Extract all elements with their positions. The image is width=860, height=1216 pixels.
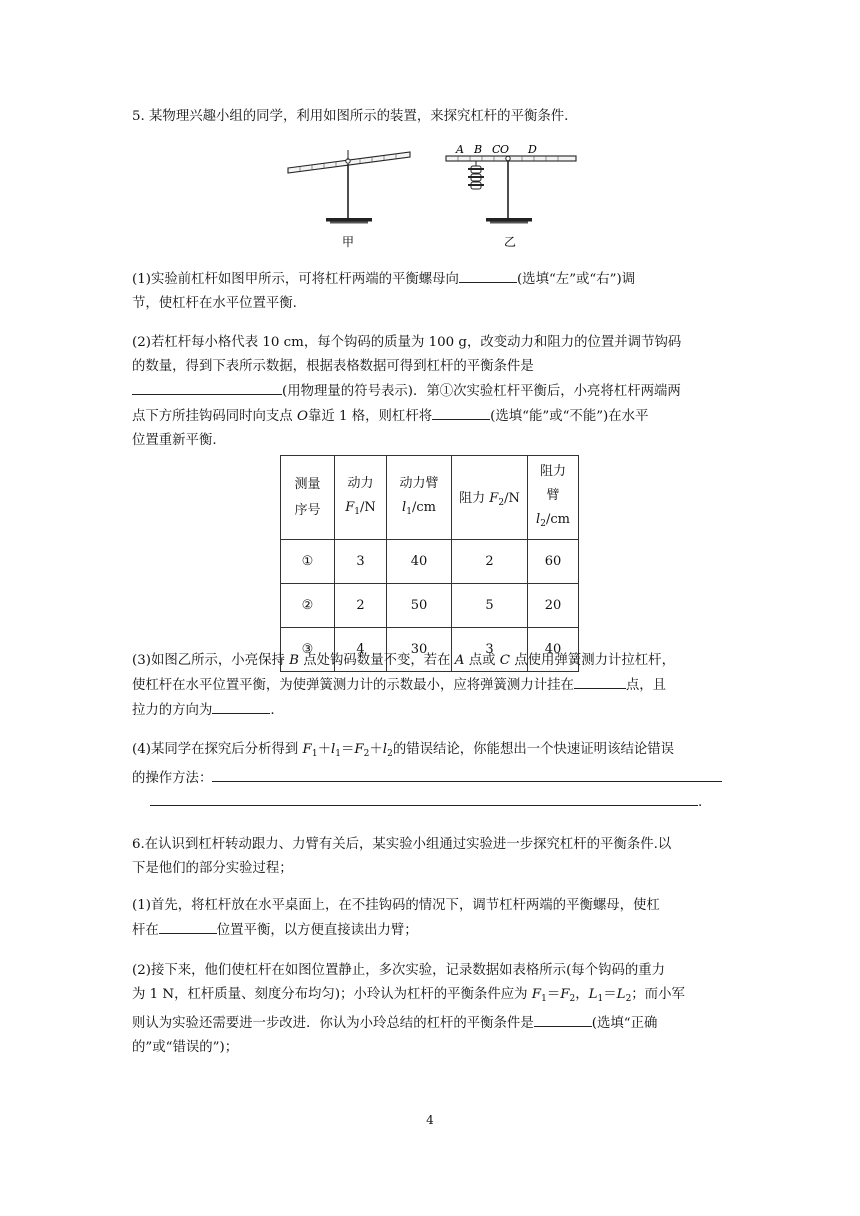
table-cell: ①: [281, 540, 335, 584]
q6-stem: 6.在认识到杠杆转动跟力、力臂有关后，某实验小组通过实验进一步探究杠杆的平衡条件.以 下是他们的部分实验过程；: [132, 837, 672, 876]
point-label-a: A: [456, 143, 464, 156]
table-cell: 50: [387, 584, 452, 628]
answer-blank[interactable]: [432, 404, 490, 420]
lever-data-table: [280, 455, 579, 672]
table-row: [281, 584, 579, 628]
table-cell: ③: [281, 628, 335, 672]
answer-blank[interactable]: [459, 267, 517, 283]
figure-caption-jia: 甲: [342, 235, 355, 249]
answer-blank[interactable]: [574, 673, 626, 689]
q5-part3: (3)如图乙所示，小亮保持 B 点处钩码数量不变，若在 A 点或 C 点使用弹簧测力计拉杠杆， 使杠杆在水平位置平衡，为使弹簧测力计的示数最小，应将弹簧测力计挂在 点，且 拉力的方向为 .: [132, 653, 675, 718]
table-cell: ②: [281, 584, 335, 628]
table-row: [281, 540, 579, 584]
lever-figure-jia: [288, 150, 410, 224]
q6-part1: (1)首先，将杠杆放在水平桌面上，在不挂钩码的情况下，调节杠杆两端的平衡螺母，使杠 杆在 位置平衡，以方便直接读出力臂；: [132, 898, 660, 938]
table-header-cell: 测量 序号: [281, 456, 335, 540]
q5-stem: 5. 某物理兴趣小组的同学，利用如图所示的装置，来探究杠杆的平衡条件.: [132, 109, 569, 124]
point-label-c: C: [492, 143, 501, 156]
lever-figure-yi: [446, 156, 576, 224]
table-cell: 30: [387, 628, 452, 672]
lever-apparatus-figure: [270, 138, 590, 253]
table-cell: 3: [452, 628, 528, 672]
table-cell: 60: [528, 540, 579, 584]
answer-blank[interactable]: [212, 698, 270, 714]
q5-part1: (1)实验前杠杆如图甲所示，可将杠杆两端的平衡螺母向 (选填“左”或“右”)调 节，使杠杆在水平位置平衡.: [132, 267, 732, 316]
q6-part2: (2)接下来，他们使杠杆在如图位置静止，多次实验，记录数据如表格所示(每个钩码的重力 为 1 N，杠杆质量、刻度分布均匀)；小玲认为杠杆的平衡条件应为 $F_1=F_2$，$L_1=L_2$；而小军 则认为实验还需要进一步改进．你认为小玲总结的杠杆的平衡条件是 (选填“正确 的”或“错误的”)；: [132, 963, 685, 1055]
table-cell: 5: [452, 584, 528, 628]
table-cell: 2: [335, 584, 387, 628]
table-cell: 20: [528, 584, 579, 628]
point-label-o: O: [500, 143, 510, 156]
answer-blank[interactable]: [132, 379, 282, 395]
table-header-cell: 阻力 $F_2/N$: [452, 456, 528, 540]
table-header-row: [281, 456, 579, 540]
table-cell: 40: [387, 540, 452, 584]
q5-part4: (4)某同学在探究后分析得到 $F_1+l_1=F_2+l_2$的错误结论，你能想出一个快速证明该结论错误 的操作方法：: [132, 738, 732, 791]
table-header-cell: 动力 $F_1/N$: [335, 456, 387, 540]
table-cell: 3: [335, 540, 387, 584]
table-header-cell: 阻力 臂 $l_2/cm$: [528, 456, 579, 540]
table-cell: 4: [335, 628, 387, 672]
answer-blank[interactable]: [150, 790, 698, 806]
q5-part2: (2)若杠杆每小格代表 10 cm，每个钩码的质量为 100 g，改变动力和阻力的位置并调节钩码 的数量，得到下表所示数据，根据表格数据可得到杠杆的平衡条件是 (用物理量的符号表示)．第①次实验杠杆平衡后，小亮将杠杆两端两 点下方所挂钩码同时向支点 O靠近 1 格，则杠杆将 (选填“能”或“不能”)在水平 位置重新平衡.: [132, 335, 682, 448]
q5-part4-answer-line: .: [150, 790, 702, 815]
table-header-cell: 动力臂 $l_1/cm$: [387, 456, 452, 540]
table-cell: 40: [528, 628, 579, 672]
table-cell: 2: [452, 540, 528, 584]
answer-blank[interactable]: [159, 918, 217, 934]
answer-blank[interactable]: [212, 766, 722, 782]
page-number: 4: [426, 1113, 434, 1127]
point-label-b: B: [474, 143, 483, 156]
answer-blank[interactable]: [534, 1011, 592, 1027]
point-label-d: D: [528, 143, 537, 156]
figure-caption-yi: 乙: [504, 235, 517, 249]
